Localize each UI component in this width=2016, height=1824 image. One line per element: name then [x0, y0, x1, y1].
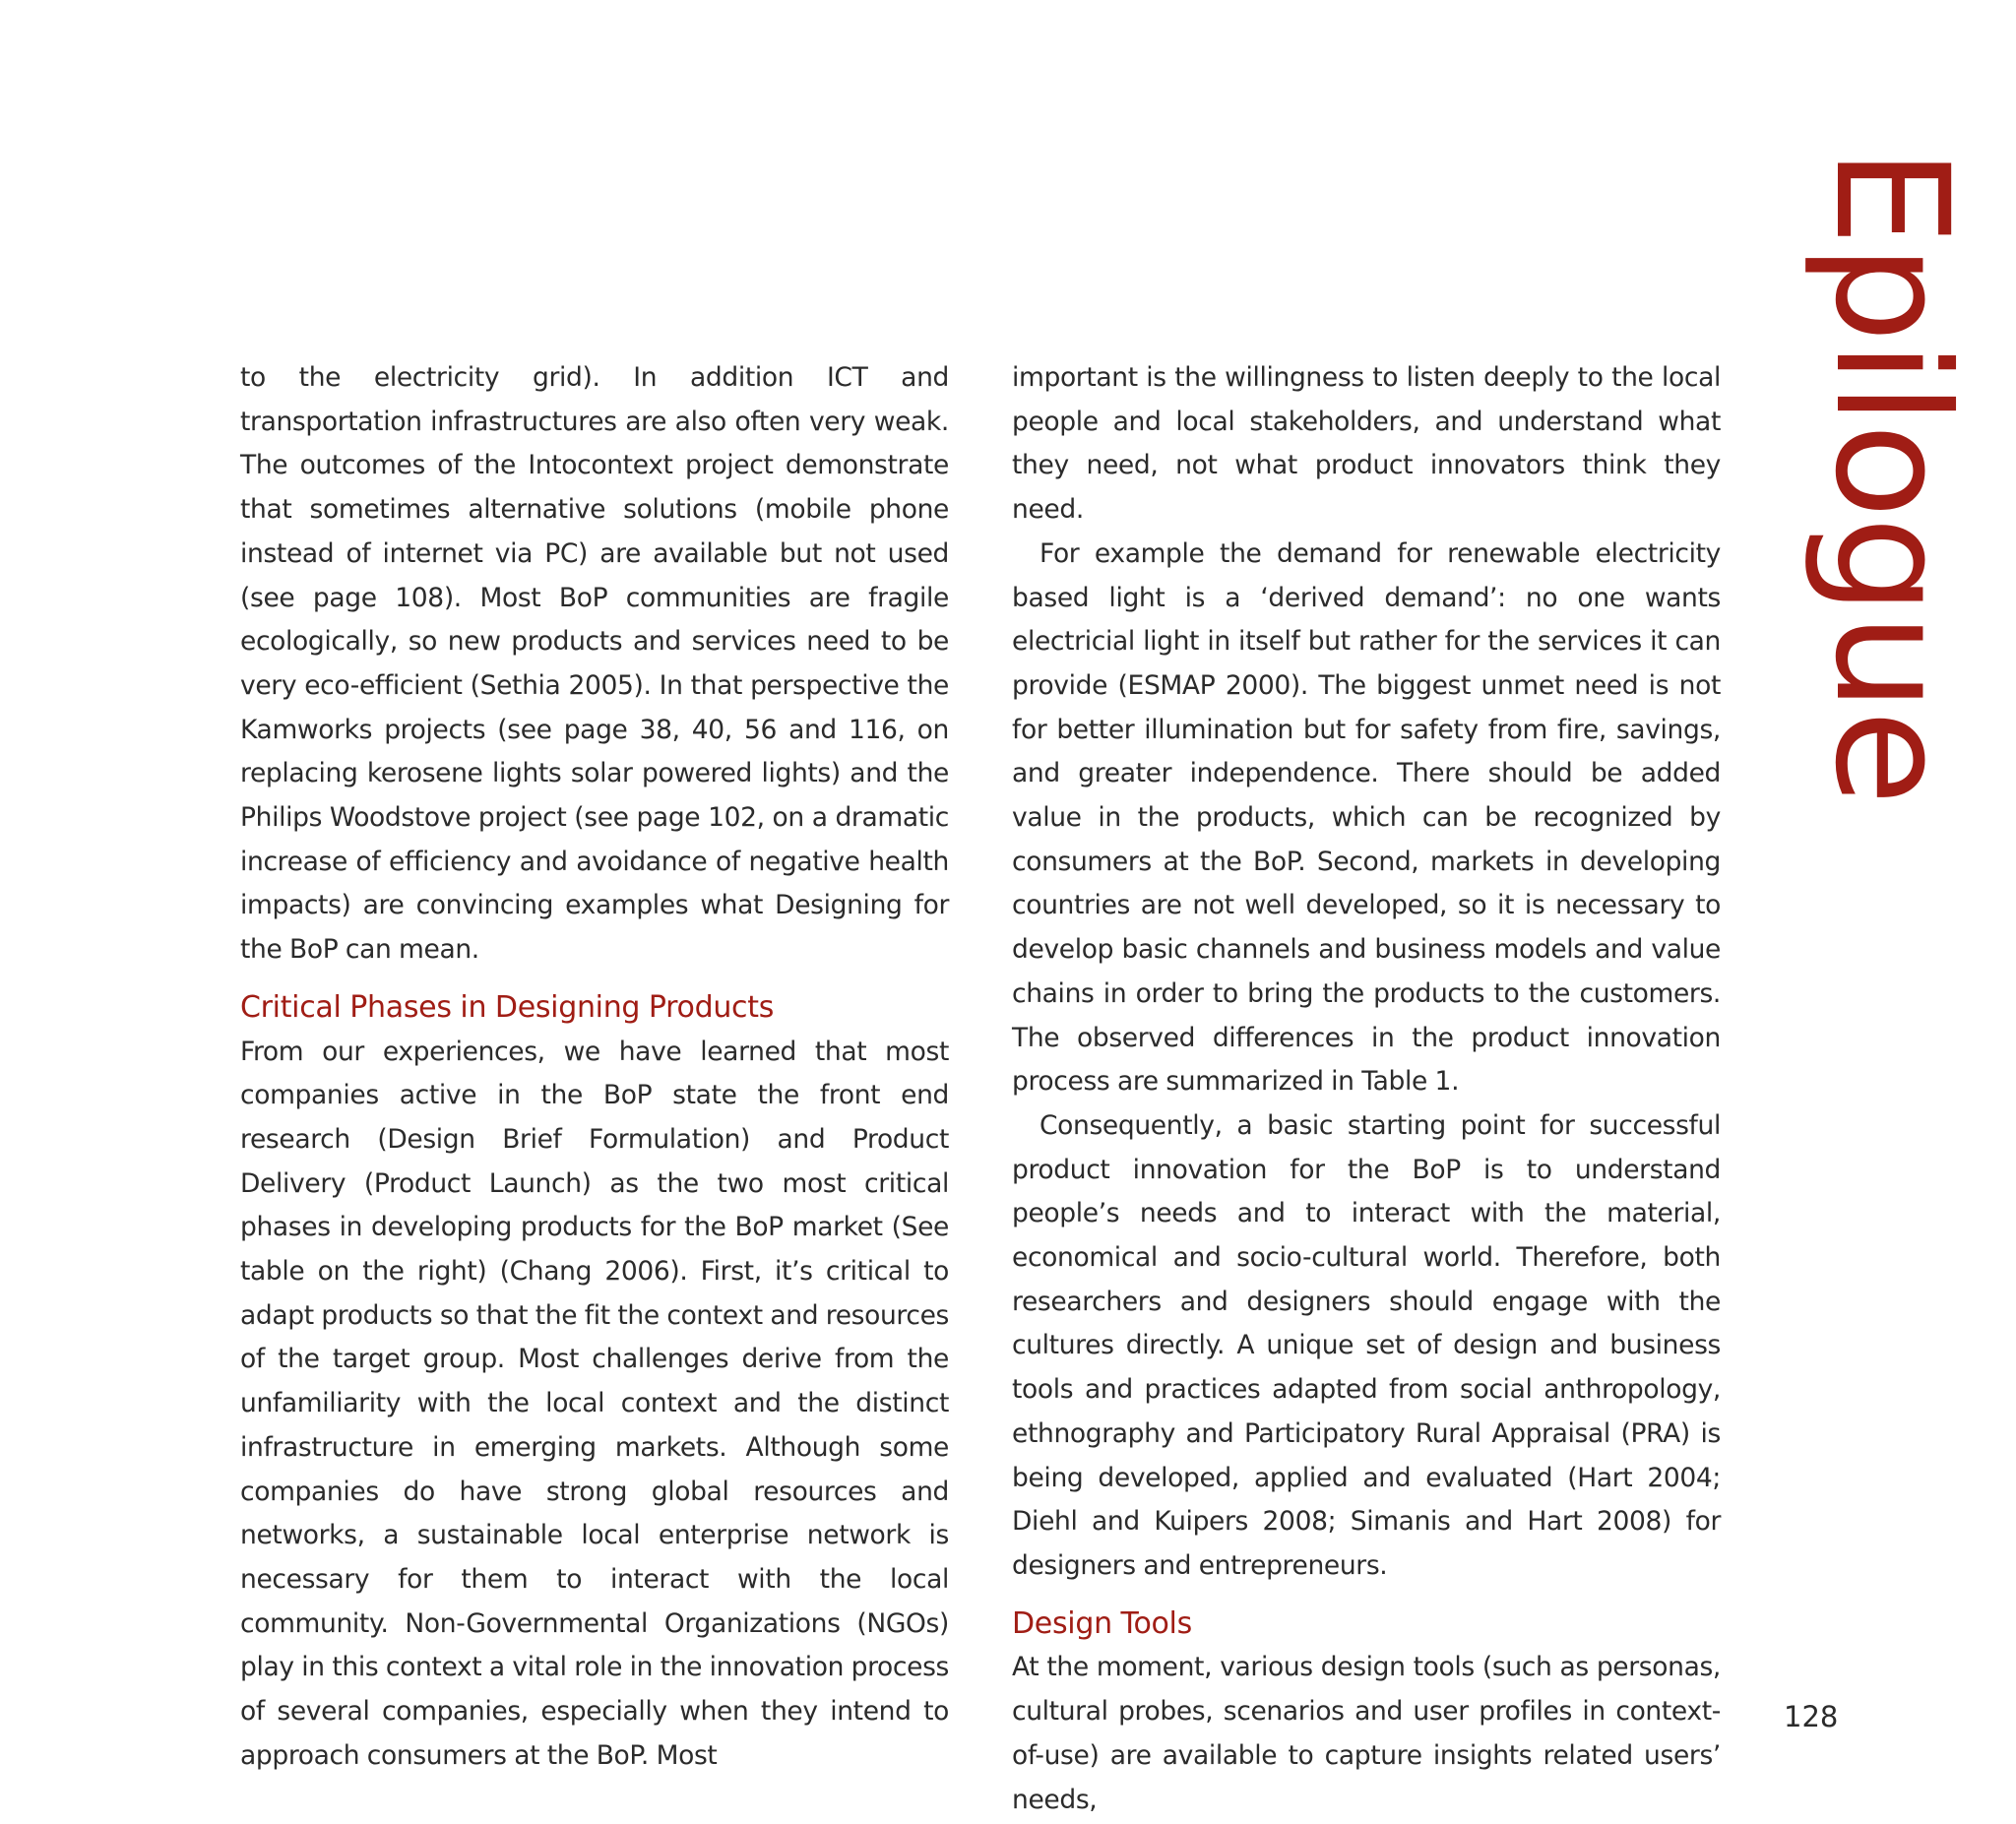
page-number: 128	[1784, 1700, 1839, 1733]
left-column	[240, 356, 949, 1779]
section-heading-design-tools: Design Tools	[1012, 1605, 1192, 1641]
left-paragraph-1: to the electricity grid). In addition ICT and transportation infrastructures are also often very weak. The outcomes of the Intocontext project demonstrate that sometimes alternative solutions (mobile phone instead of internet via PC) are available but not used (see page 108). Most BoP communities are fragile ecologically, so new products and services need to be very eco-efficient (Sethia 2005). In that perspective the Kamworks projects (see page 38, 40, 56 and 116, on replacing kerosene lights solar powered lights) and the Philips Woodstove project (see page 102, on a dramatic increase of efficiency and avoidance of negative health impacts) are convincing examples what Designing for the BoP can mean.	[240, 362, 949, 966]
right-paragraph-3: Consequently, a basic starting point for successful product innovation for the BoP is to understand people’s needs and to interact with the material, economical and socio-cultural world. Therefore, both researchers and designers should engage with the cultures directly. A unique set of design and business tools and practices adapted from social anthropology, ethnography and Participatory Rural Appraisal (PRA) is being developed, applied and evaluated (Hart 2004; Diehl and Kuipers 2008; Simanis and Hart 2008) for designers and entrepreneurs.	[1012, 1109, 1721, 1581]
section-heading-critical-phases: Critical Phases in Designing Products	[240, 989, 775, 1025]
left-paragraph-2: From our experiences, we have learned that most companies active in the BoP state the front end research (Design Brief Formulation) and Product Delivery (Product Launch) as the two most critical phases in developing products for the BoP market (See table on the right) (Chang 2006). First, it’s critical to adapt products so that the fit the context and resources of the target group. Most challenges derive from the unfamiliarity with the local context and the distinct infrastructure in emerging markets. Although some companies do have strong global resources and networks, a sustainable local enterprise network is necessary for them to interact with the local community. Non-Governmental Organizations (NGOs) play in this context a vital role in the innovation process of several companies, especially when they intend to approach consumers at the BoP. Most	[240, 1036, 950, 1771]
right-column	[1012, 356, 1721, 1822]
right-paragraph-1: important is the willingness to listen deeply to the local people and local stakeholders, and understand what they need, not what product innovators think they need.	[1012, 362, 1721, 526]
right-paragraph-2: For example the demand for renewable electricity based light is a ‘derived demand’: no one wants electricial light in itself but rather for the services it can provide (ESMAP 2000). The biggest unmet need is not for better illumination but for safety from fire, savings, and greater independence. There should be added value in the products, which can be recognized by consumers at the BoP. Second, markets in developing countries are not well developed, so it is necessary to develop basic channels and business models and value chains in order to bring the products to the customers. The observed differences in the product innovation process are summarized in Table 1.	[1012, 537, 1721, 1098]
chapter-title-vertical	[1792, 148, 1982, 804]
chapter-title-text: Epilogue	[1800, 148, 1982, 804]
right-paragraph-4: At the moment, various design tools (such as personas, cultural probes, scenarios and user profiles in context-of-use) are available to capture insights related users’ needs,	[1012, 1652, 1721, 1815]
